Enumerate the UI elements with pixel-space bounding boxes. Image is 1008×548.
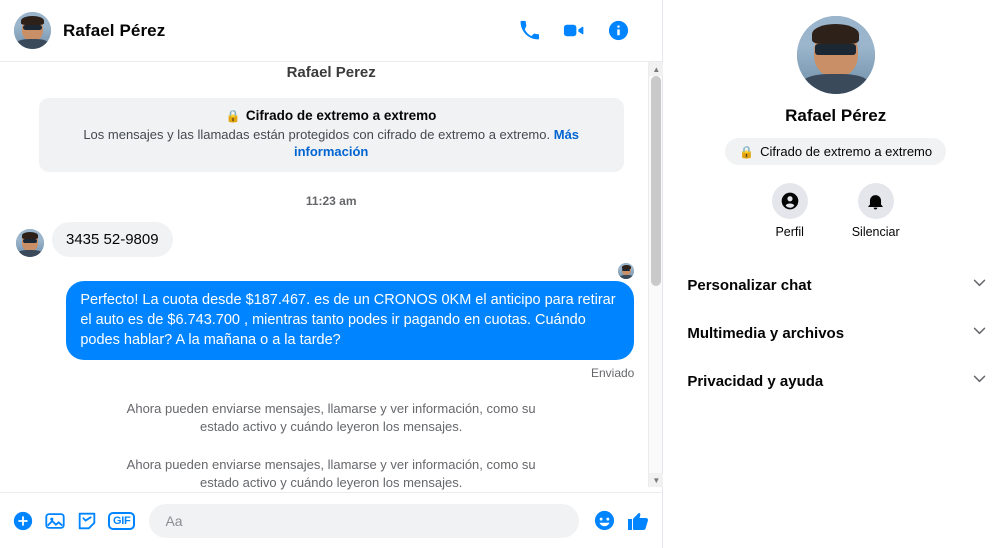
- message-status: Enviado: [590, 366, 635, 380]
- profile-summary: [663, 0, 1008, 165]
- section-label: Privacidad y ayuda: [687, 372, 824, 390]
- profile-name[interactable]: Rafael Pérez: [785, 106, 887, 125]
- video-camera-icon[interactable]: [562, 19, 585, 42]
- header-action-group: [519, 19, 648, 42]
- encryption-banner-subtitle-text: Los mensajes y las llamadas están protegidos con cifrado de extremo a extremo.: [83, 127, 551, 142]
- message-timestamp: 11:23 am: [305, 194, 357, 208]
- message-sender-avatar[interactable]: [16, 229, 44, 257]
- details-sections: [663, 261, 1008, 405]
- encryption-banner-title-text: Cifrado de extremo a extremo: [245, 108, 437, 123]
- incoming-message-bubble[interactable]: 3435 52-9809: [52, 222, 173, 257]
- lock-icon: 🔒: [225, 108, 241, 123]
- chevron-down-icon: [971, 370, 988, 392]
- chevron-down-icon: [971, 322, 988, 344]
- encryption-banner-title: [53, 108, 610, 123]
- message-list[interactable]: [0, 62, 662, 492]
- learn-more-link[interactable]: Más información: [293, 127, 580, 159]
- conversation-header: [0, 0, 662, 62]
- contact-name[interactable]: Rafael Pérez: [63, 20, 166, 40]
- smiley-icon[interactable]: [593, 509, 616, 532]
- scroll-up-arrow[interactable]: ▲: [649, 62, 663, 76]
- mute-action[interactable]: [852, 183, 900, 239]
- scrollbar-thumb[interactable]: [651, 76, 661, 286]
- seen-avatar: [618, 263, 634, 279]
- section-privacy-support[interactable]: [663, 357, 1008, 405]
- scrolled-contact-name: Rafael Perez: [286, 64, 376, 81]
- message-scrollbar[interactable]: [648, 62, 662, 487]
- message-input[interactable]: [149, 504, 579, 538]
- info-icon[interactable]: [607, 19, 630, 42]
- section-customize-chat[interactable]: [663, 261, 1008, 309]
- scroll-down-arrow[interactable]: ▼: [649, 473, 663, 487]
- encryption-badge[interactable]: [725, 138, 946, 165]
- gif-icon[interactable]: [108, 512, 135, 530]
- person-circle-icon: [772, 183, 808, 219]
- sticker-icon[interactable]: [76, 510, 98, 532]
- section-media-files[interactable]: [663, 309, 1008, 357]
- photo-icon[interactable]: [44, 510, 66, 532]
- outgoing-message-bubble[interactable]: Perfecto! La cuota desde $187.467. es de un CRONOS 0KM el anticipo para retirar el auto es de $6.743.700 , mientras tanto podes ir pagando en cuotas. Cuándo podes hablar? A la mañana o a la tarde?: [66, 281, 634, 360]
- gif-label: GIF: [108, 512, 135, 530]
- system-note: Ahora pueden enviarse mensajes, llamarse y ver información, como su estado activo y cuándo leyeron los mensajes.: [126, 457, 536, 490]
- chevron-down-icon: [971, 274, 988, 296]
- phone-icon[interactable]: [519, 20, 540, 41]
- plus-circle-icon[interactable]: [12, 510, 34, 532]
- lock-icon: 🔒: [739, 144, 755, 159]
- encryption-banner-subtitle: [53, 126, 610, 160]
- section-label: Multimedia y archivos: [687, 324, 845, 342]
- mute-action-label: Silenciar: [851, 225, 900, 239]
- thumbs-up-icon[interactable]: [626, 509, 650, 533]
- profile-avatar[interactable]: [797, 16, 875, 94]
- quick-actions: [663, 183, 1008, 239]
- contact-avatar[interactable]: [14, 12, 51, 49]
- message-composer: [0, 492, 662, 548]
- seen-indicator-row: [16, 263, 646, 279]
- encryption-badge-text: Cifrado de extremo a extremo: [760, 144, 933, 159]
- message-row-outgoing: [16, 281, 646, 360]
- message-row-incoming: [16, 222, 646, 257]
- profile-action[interactable]: [772, 183, 808, 239]
- details-panel: [663, 0, 1008, 548]
- system-note: Ahora pueden enviarse mensajes, llamarse y ver información, como su estado activo y cuándo leyeron los mensajes.: [126, 401, 536, 434]
- profile-action-label: Perfil: [775, 225, 804, 239]
- section-label: Personalizar chat: [687, 276, 812, 294]
- encryption-banner: [39, 98, 624, 172]
- bell-icon: [858, 183, 894, 219]
